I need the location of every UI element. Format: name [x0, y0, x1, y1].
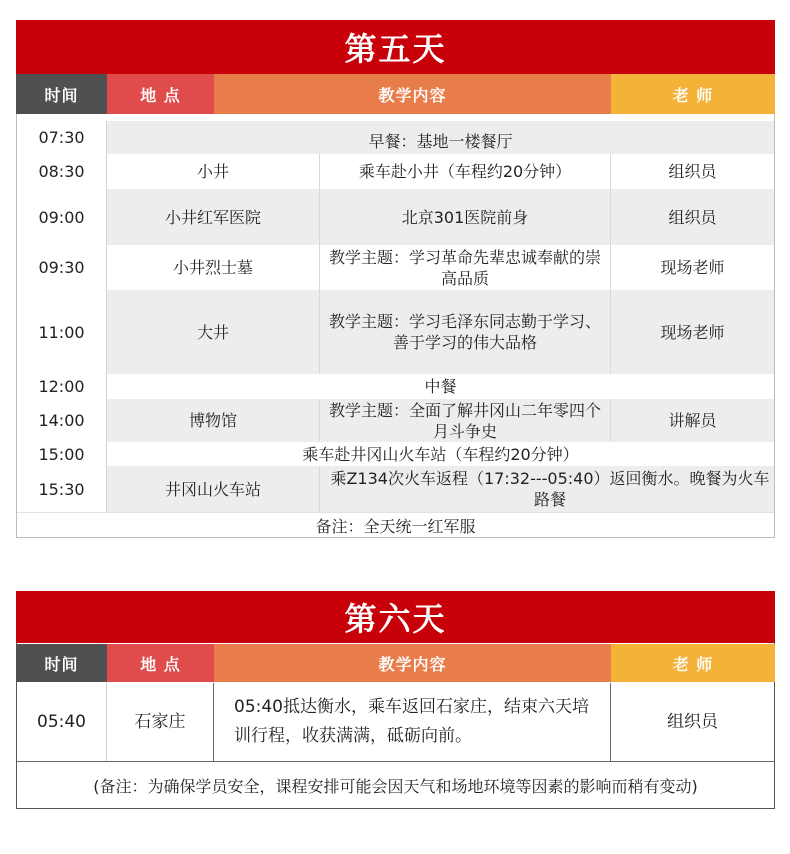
- row-time: 05:40: [17, 683, 107, 761]
- header-teacher: 老 师: [611, 74, 775, 114]
- row-content: 05:40抵达衡水，乘车返回石家庄，结束六天培训行程，收获满满，砥砺向前。: [214, 683, 611, 761]
- row-place: 小井红军医院: [107, 189, 320, 245]
- row-span-text: 乘车赴井冈山火车站（车程约20分钟）: [302, 444, 579, 464]
- row-teacher: 组织员: [668, 207, 717, 227]
- table-row: [17, 290, 774, 374]
- row-content: 乘车赴小井（车程约20分钟）: [320, 154, 611, 189]
- day6-schedule-table: [16, 591, 775, 809]
- row-teacher: 现场老师: [660, 322, 725, 342]
- row-content: 教学主题：全面了解井冈山二年零四个月斗争史: [320, 399, 611, 442]
- row-place: 大井: [107, 290, 320, 374]
- header-time: 时间: [16, 74, 107, 114]
- row-content: 乘Z134次火车返程（17:32---05:40）返回衡水。晚餐为火车路餐: [330, 469, 770, 509]
- row-teacher: 现场老师: [660, 258, 725, 277]
- row-content: 北京301医院前身: [320, 189, 611, 245]
- row-place: 石家庄: [107, 683, 214, 761]
- row-time: 08:30: [17, 154, 107, 189]
- row-time: 09:30: [17, 245, 107, 290]
- row-time: 07:30: [17, 121, 107, 154]
- table-row: [17, 189, 774, 245]
- header-content: 教学内容: [214, 644, 611, 682]
- day5-header-row: [16, 74, 775, 114]
- row-span-text: 中餐: [424, 377, 457, 396]
- header-teacher: 老 师: [611, 644, 775, 682]
- table-row: [17, 442, 774, 466]
- table-row: [17, 245, 774, 290]
- row-time: 15:30: [17, 466, 107, 512]
- row-time: 09:00: [17, 189, 107, 245]
- header-place: 地 点: [107, 74, 214, 114]
- header-place: 地 点: [107, 644, 214, 682]
- row-teacher: 组织员: [668, 162, 717, 181]
- row-span-text: 早餐：基地一楼餐厅: [368, 132, 513, 151]
- table-row: [17, 154, 774, 189]
- day5-note: 备注：全天统一红军服: [17, 512, 774, 537]
- header-content: 教学内容: [214, 74, 611, 114]
- day6-title: 第六天: [16, 591, 775, 643]
- row-content: 教学主题：学习革命先辈忠诚奉献的崇高品质: [320, 245, 611, 290]
- row-teacher: 讲解员: [668, 411, 717, 430]
- day5-schedule-table: [16, 20, 775, 538]
- day6-note: (备注：为确保学员安全，课程安排可能会因天气和场地环境等因素的影响而稍有变动): [93, 776, 698, 796]
- day6-header-row: [16, 644, 775, 682]
- table-row: [17, 466, 774, 512]
- row-time: 14:00: [17, 399, 107, 442]
- row-time: 15:00: [17, 442, 107, 466]
- day5-title: 第五天: [16, 20, 775, 75]
- row-place: 小井: [107, 154, 320, 189]
- row-content: 教学主题：学习毛泽东同志勤于学习、善于学习的伟大品格: [320, 290, 611, 374]
- table-row: [17, 374, 774, 399]
- table-row: [17, 399, 774, 442]
- row-place: 博物馆: [107, 399, 320, 442]
- table-row: [17, 121, 774, 154]
- row-time: 11:00: [17, 290, 107, 374]
- row-time: 12:00: [17, 374, 107, 399]
- row-teacher: 组织员: [667, 711, 718, 732]
- row-place: 井冈山火车站: [107, 466, 320, 512]
- header-time: 时间: [16, 644, 107, 682]
- row-place: 小井烈士墓: [107, 245, 320, 290]
- table-row: [17, 683, 774, 762]
